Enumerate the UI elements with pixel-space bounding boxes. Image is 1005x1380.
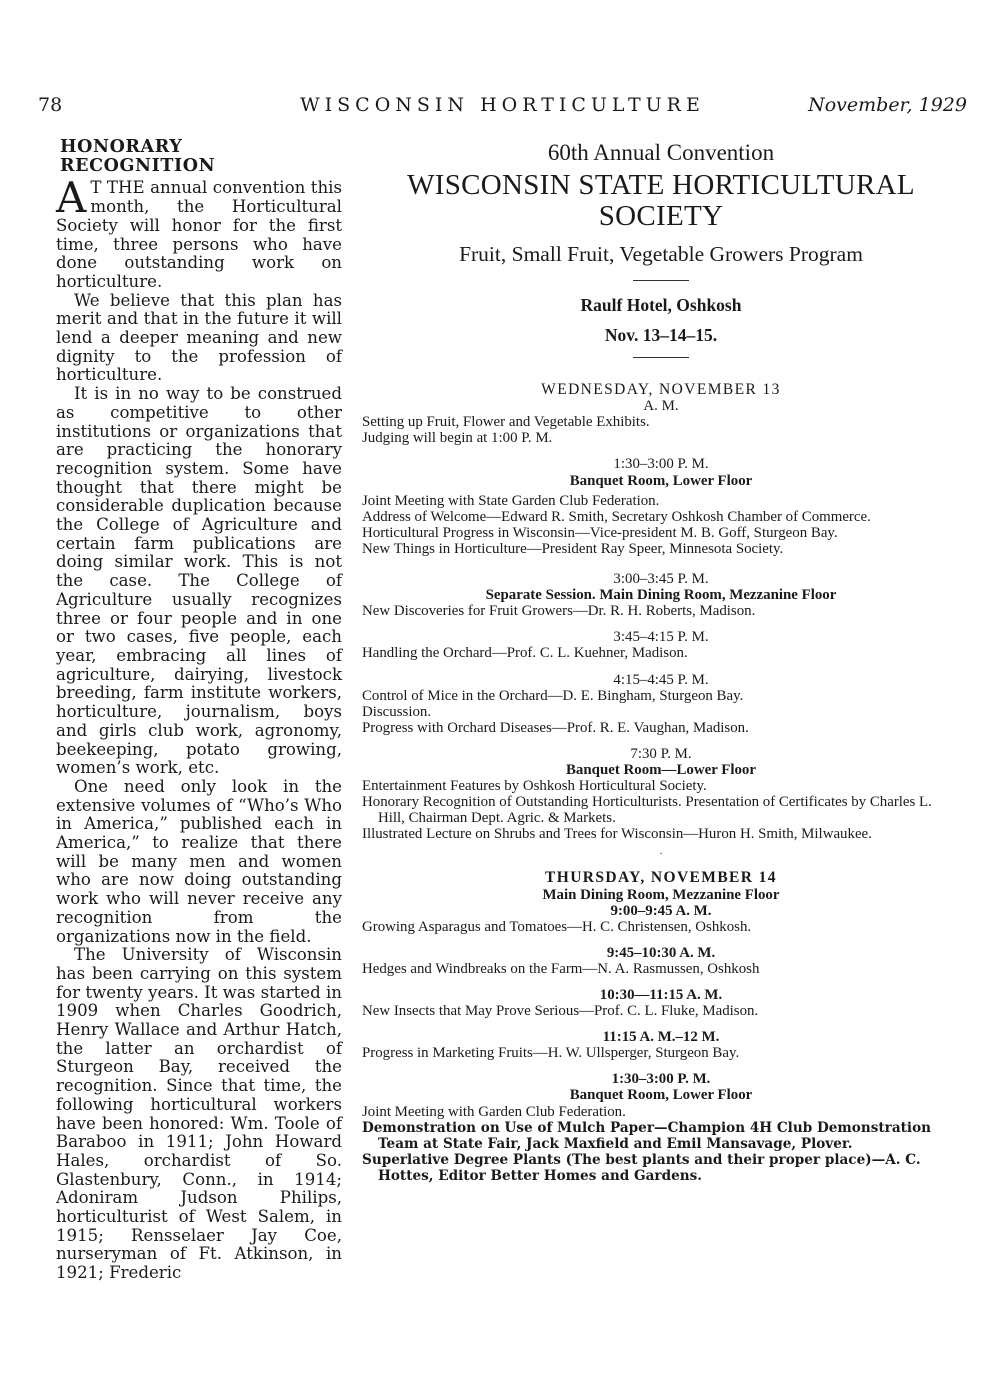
- session-time: 11:15 A. M.–12 M.: [602, 1029, 720, 1046]
- program-item: New Insects that May Prove Serious—Prof. C. L. Fluke, Madison.: [362, 1003, 759, 1020]
- program-item: Control of Mice in the Orchard—D. E. Bingham, Sturgeon Bay.: [362, 687, 744, 704]
- paragraph: [56, 173, 342, 291]
- session-place: Banquet Room, Lower Floor: [569, 472, 753, 489]
- honorary-recognition-article: [56, 138, 342, 1283]
- day-heading: WEDNESDAY, NOVEMBER 13: [541, 381, 781, 399]
- program-item: Joint Meeting with State Garden Club Federation.: [362, 492, 660, 509]
- running-title: WISCONSIN HORTICULTURE: [300, 94, 705, 116]
- program-item: Setting up Fruit, Flower and Vegetable Exhibits.: [362, 414, 650, 431]
- convention-program: [362, 136, 960, 1184]
- divider-dot: ·: [659, 849, 663, 861]
- session-place: Separate Session. Main Dining Room, Mezzanine Floor: [485, 587, 837, 604]
- program-item: Entertainment Features by Oshkosh Horticultural Society.: [362, 778, 707, 795]
- paragraph: The University of Wisconsin has been carrying on this system for twenty years. It was started in 1909 when Charles Goodrich, Henry Wallace and Arthur Hatch, the latter an orchardist of Sturgeon Bay, received the recognition. Since that time, the following horticultural workers have been honored: Wm. Toole of Baraboo in 1911; John Howard Hales, orchardist of So. Glastenbury, Conn., in 1914; Adoniram Judson Philips, horticulturist of West Salem, in 1915; Rensselaer Jay Coe, nurseryman of Ft. Atkinson, in 1921; Frederic: [56, 945, 342, 1283]
- society-line: WISCONSIN STATE HORTICULTURAL: [407, 169, 915, 201]
- session-time: 1:30–3:00 P. M.: [611, 1071, 711, 1088]
- program-item: Judging will begin at 1:00 P. M.: [362, 430, 553, 447]
- convention-title: 60th Annual Convention: [547, 140, 775, 165]
- session-time: 1:30–3:00 P. M.: [613, 456, 709, 473]
- session-time: A. M.: [643, 398, 679, 415]
- society-line: SOCIETY: [598, 200, 724, 232]
- program-item: Illustrated Lecture on Shrubs and Trees for Wisconsin—Huron H. Smith, Milwaukee.: [362, 826, 872, 843]
- paragraph-text: T THE annual convention this month, the Horticultural Society will honor for the first time, three persons who have done outstanding work on horticulture.: [56, 178, 342, 291]
- page-header: [38, 94, 967, 124]
- program-item: New Things in Horticulture—President Ray Speer, Minnesota Society.: [362, 540, 784, 557]
- session-time: 10:30—11:15 A. M.: [599, 987, 723, 1003]
- society-name: [362, 170, 960, 232]
- program-item: Address of Welcome—Edward R. Smith, Secretary Oshkosh Chamber of Commerce.: [362, 508, 871, 525]
- divider: [633, 357, 689, 358]
- divider: [633, 280, 689, 281]
- program-item: Hedges and Windbreaks on the Farm—N. A. Rasmussen, Oshkosh: [362, 960, 760, 977]
- program-item: Discussion.: [362, 703, 432, 720]
- session-time: 3:00–3:45 P. M.: [613, 571, 709, 588]
- venue: Raulf Hotel, Oshkosh: [580, 295, 742, 316]
- session-place: Banquet Room—Lower Floor: [566, 761, 756, 778]
- program-item: Progress in Marketing Fruits—H. W. Ullsperger, Sturgeon Bay.: [362, 1045, 740, 1062]
- paragraph: It is in no way to be construed as competitive to other institutions or organizations that are practicing the honorary recognition system. Some have thought that there might be considerable duplication because the College of Agriculture and certain farm publications are doing similar work. This is not the case. The College of Agriculture usually recognizes three or four people and in one or two cases, five people, each year, embracing all lines of agriculture, dairying, livestock breeding, farm institute workers, horticulture, journalism, boys and girls club work, agronomy, beekeeping, potato growing, women’s work, etc.: [56, 384, 342, 778]
- day-heading: THURSDAY, NOVEMBER 14: [545, 869, 777, 887]
- program-item: Joint Meeting with Garden Club Federation.: [362, 1103, 626, 1120]
- page-number: 78: [38, 94, 63, 116]
- paragraph: We believe that this plan has merit and that in the future it will lend a deeper meaning and new dignity to the profession of horticulture.: [56, 290, 342, 385]
- program-item: New Discoveries for Fruit Growers—Dr. R. H. Roberts, Madison.: [362, 603, 756, 620]
- session-place: Main Dining Room, Mezzanine Floor: [542, 886, 780, 903]
- program-item: Superlative Degree Plants (The best plants and their proper place)—A. C. Hottes, Editor Better Homes and Gardens.: [362, 1151, 921, 1184]
- session-time: 9:45–10:30 A. M.: [606, 944, 716, 961]
- program-subtitle: Fruit, Small Fruit, Vegetable Growers Program: [459, 242, 863, 266]
- session-time: 9:00–9:45 A. M.: [610, 902, 712, 919]
- session-time: 3:45–4:15 P. M.: [613, 629, 709, 646]
- drop-cap: A: [56, 173, 87, 223]
- session-time: 7:30 P. M.: [630, 745, 692, 762]
- program-item: Demonstration on Use of Mulch Paper—Champion 4H Club Demonstration Team at State Fair, Jack Maxfield and Emil Mansavage, Plover.: [362, 1119, 932, 1152]
- session-time: 4:15–4:45 P. M.: [613, 671, 709, 688]
- session-place: Banquet Room, Lower Floor: [569, 1087, 753, 1104]
- issue-date: November, 1929: [808, 94, 967, 116]
- paragraph: One need only look in the extensive volumes of “Who’s Who in America,” published each in America,” to realize that there will be many men and women who are now doing outstanding work who will never receive any recognition from the organizations now in the field.: [56, 776, 342, 946]
- dates: Nov. 13–14–15.: [604, 325, 718, 346]
- program-item: Honorary Recognition of Outstanding Horticulturists. Presentation of Certificates by Charles L. Hill, Chairman Dept. Agric. & Markets.: [362, 794, 932, 827]
- program-item: Horticultural Progress in Wisconsin—Vice-president M. B. Goff, Sturgeon Bay.: [362, 524, 838, 541]
- program-item: Growing Asparagus and Tomatoes—H. C. Christensen, Oshkosh.: [362, 918, 752, 935]
- program-item: Handling the Orchard—Prof. C. L. Kuehner, Madison.: [362, 645, 688, 662]
- program-item: Progress with Orchard Diseases—Prof. R. E. Vaughan, Madison.: [362, 719, 749, 736]
- article-heading: HONORARY RECOGNITION: [60, 137, 216, 176]
